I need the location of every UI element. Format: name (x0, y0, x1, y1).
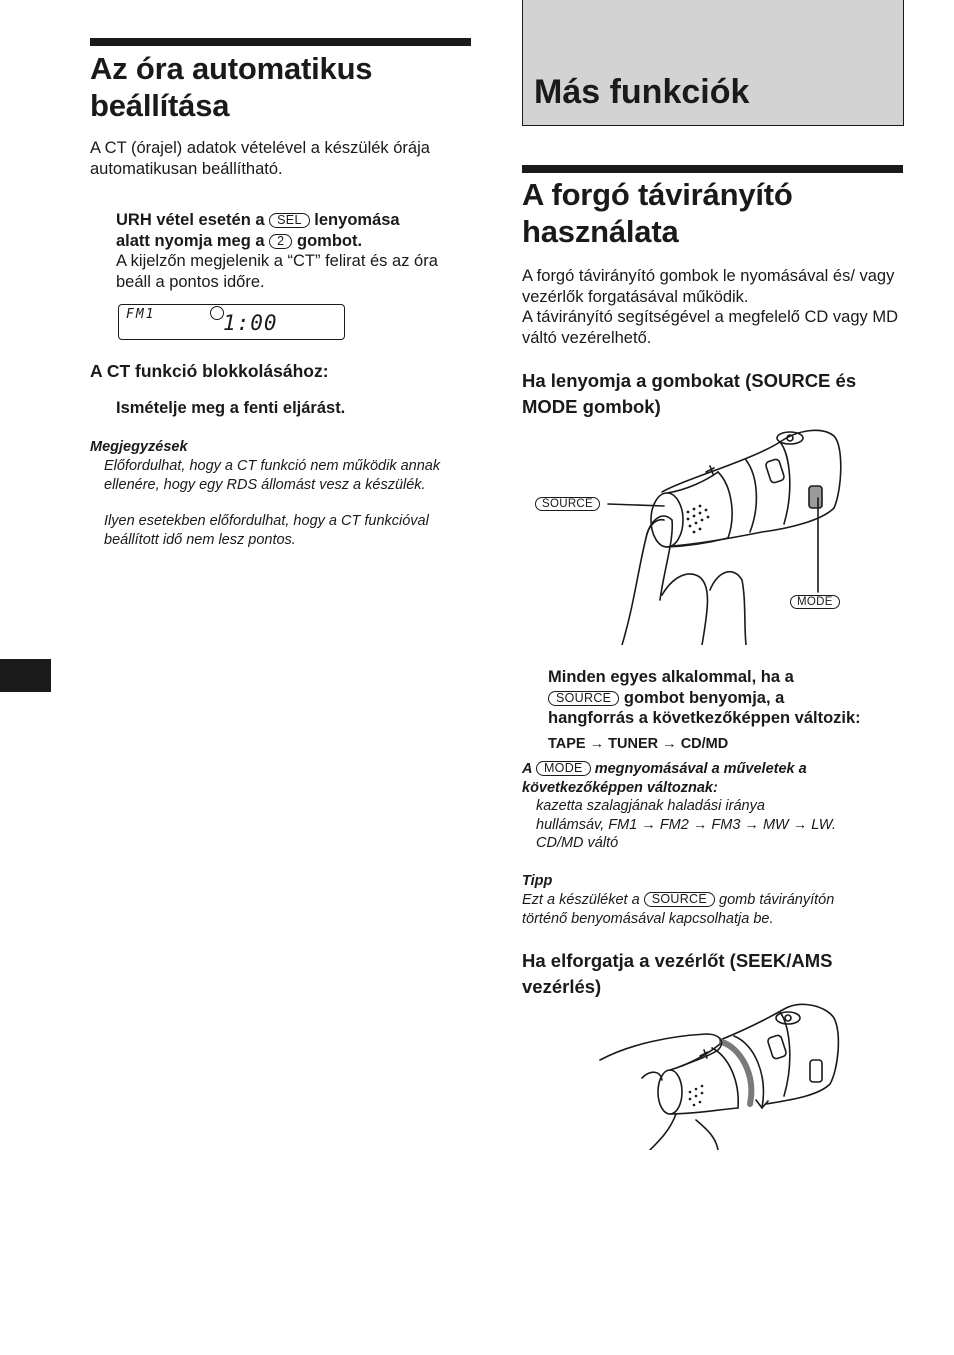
step-text: lenyomása (314, 211, 400, 229)
source-step (548, 667, 908, 729)
source-label: SOURCE (535, 497, 600, 511)
note-2: Ilyen esetekben előfordulhat, hogy a CT funkcióval beállított idő nem lesz pontos. (104, 513, 429, 548)
source-seq-item: CD/MD (680, 736, 729, 752)
subheading-rotate: Ha elforgatja a vezérlőt (SEEK/AMS vezérlés) (522, 950, 833, 997)
section-title: Más funkciók (534, 73, 750, 111)
clock-step (116, 210, 476, 292)
mode-item-1: kazetta szalagjának haladási iránya (536, 798, 765, 814)
source-seq-item: TUNER (608, 736, 659, 752)
source-step-text: gombot benyomja, a (623, 688, 785, 707)
step-text: alatt nyomja meg a (116, 231, 265, 250)
figure-rotate-control (590, 1000, 850, 1150)
arrow-icon: → (589, 736, 605, 752)
mode-items (536, 797, 906, 853)
mode-note-text: megnyomásával a műveletek a (594, 761, 807, 777)
sel-key: SEL (269, 213, 310, 228)
mode-item-2: hullámsáv, FM1 → FM2 → FM3 → MW → LW. (536, 816, 836, 833)
tip-text: Ezt a készüléket a SOURCE gomb távirányítón történő benyomásával kapcsolhatja be. (522, 892, 835, 927)
page-side-tab (0, 659, 51, 692)
source-key: SOURCE (644, 892, 715, 907)
arrow-icon: → (792, 816, 808, 833)
section-banner (522, 0, 904, 126)
lcd-band: FM1 (126, 307, 156, 322)
ct-block-step: Ismételje meg a fenti eljárást. (116, 399, 346, 417)
heading-rule-right (522, 165, 903, 173)
figure-press-buttons (522, 420, 902, 645)
source-seq-item: TAPE (548, 736, 586, 752)
notes-title: Megjegyzések (90, 439, 188, 455)
arrow-icon: → (641, 816, 656, 833)
rotary-intro-1: A forgó távirányító gombok le nyomásával és/ vagy vezérlők forgatásával működik. (522, 267, 895, 306)
source-step-text: hangforrás a következőképpen változik: (548, 709, 861, 727)
subheading-press: Ha lenyomja a gombokat (SOURCE és MODE gombok) (522, 370, 857, 417)
mode-item-3: CD/MD váltó (536, 835, 619, 851)
number-2-key: 2 (269, 234, 292, 249)
lcd-display (118, 304, 345, 340)
mode-label: MODE (790, 595, 840, 609)
heading-rule-left (90, 38, 471, 46)
heading-clock-auto: Az óra automatikus beállítása (90, 51, 373, 123)
source-key: SOURCE (548, 691, 619, 706)
heading-rotary-commander: A forgó távirányító használata (522, 177, 793, 249)
step-description: A kijelzőn megjelenik a “CT” felirat és az óra beáll a pontos időre. (116, 252, 438, 291)
arrow-icon: → (662, 736, 677, 752)
clock-intro: A CT (órajel) adatok vételével a készülék órája automatikusan beállítható. (90, 139, 430, 178)
tip-title: Tipp (522, 873, 553, 889)
arrow-icon: → (692, 816, 708, 833)
lcd-time: 1:00 (223, 311, 278, 335)
step-text: gombot. (297, 231, 363, 250)
source-sequence (548, 735, 728, 753)
rotary-intro-2: A távirányító segítségével a megfelelő CD vagy MD váltó vezérelhető. (522, 308, 899, 347)
mode-note-text: A (522, 761, 532, 777)
mode-note-heading (522, 760, 907, 797)
arrow-icon: → (744, 816, 759, 833)
mode-key: MODE (536, 761, 591, 776)
ct-block-heading: A CT funkció blokkolásához: (90, 361, 329, 381)
source-step-text: Minden egyes alkalommal, ha a (548, 668, 794, 686)
mode-note-text: következőképpen változnak: (522, 779, 718, 796)
note-1: Előfordulhat, hogy a CT funkció nem működik annak ellenére, hogy egy RDS állomást vesz a készülék. (104, 458, 441, 493)
step-text: URH vétel esetén a (116, 211, 265, 229)
lcd-indicator-icon (210, 306, 224, 320)
